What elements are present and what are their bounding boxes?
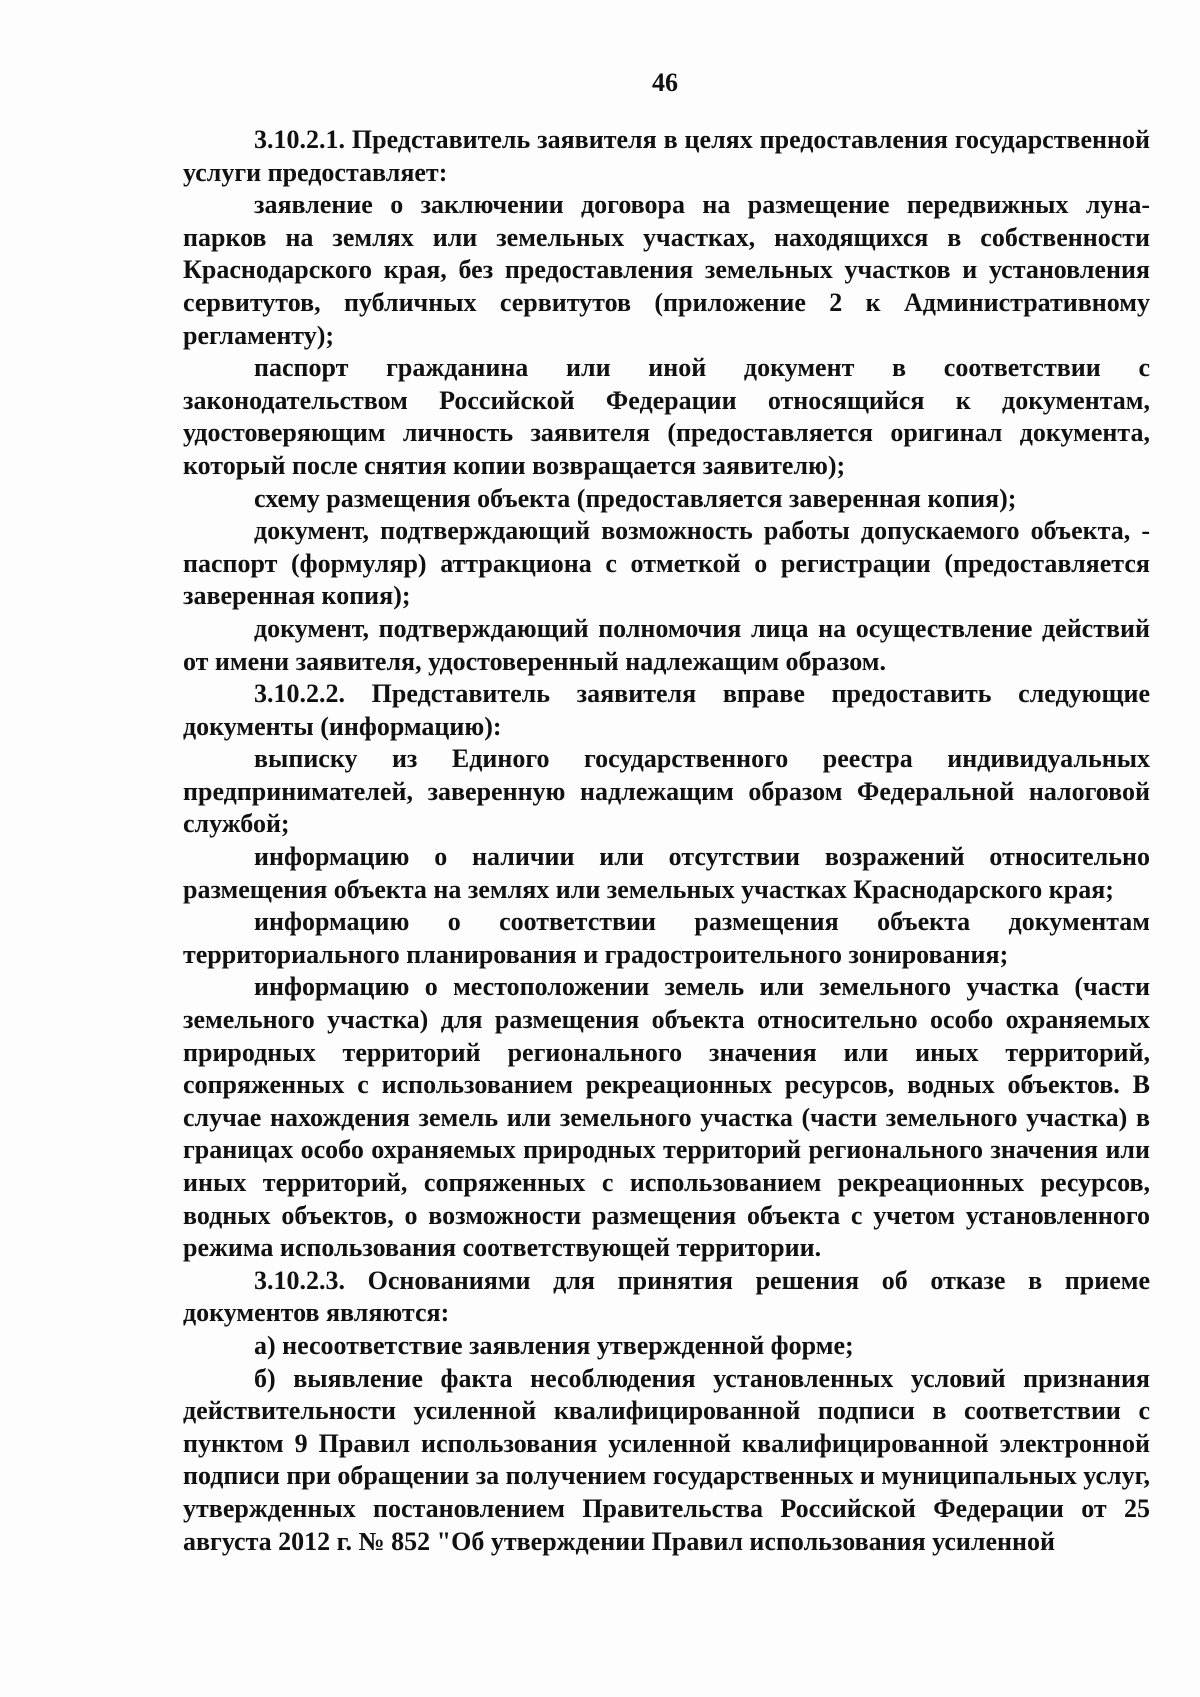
- paragraph-passport: паспорт гражданина или иной документ в соответствии с законодательством Российской Федерации относящийся к документам, удостоверяющим личность заявителя (предоставляется оригинал документа, который после снятия копии возвращается заявителю);: [183, 353, 1150, 480]
- paragraph-3-10-2-3: 3.10.2.3. Основаниями для принятия решения об отказе в приеме документов являются:: [183, 1265, 1150, 1328]
- paragraph-3-10-2-2: 3.10.2.2. Представитель заявителя вправе предоставить следующие документы (информацию):: [183, 679, 1150, 741]
- paragraph-attraction-passport: документ, подтверждающий возможность работы допускаемого объекта, - паспорт (формуляр) аттракциона с отметкой о регистрации (предоставляется заверенная копия);: [183, 516, 1150, 611]
- paragraph-item-b: б) выявление факта несоблюдения установленных условий признания действительности усиленной квалифицированной подписи в соответствии с пунктом 9 Правил использования усиленной квалифицированной электронной подписи при обращении за получением государственных и муниципальных услуг, утвержденных постановлением Правительства Российской Федерации от 25 августа 2012 г. № 852 "Об утверждении Правил использования усиленной: [183, 1363, 1150, 1556]
- paragraph-registry-extract: выписку из Единого государственного реестра индивидуальных предпринимателей, заверенную надлежащим образом Федеральной налоговой службой;: [183, 744, 1150, 839]
- paragraph-item-a: а) несоответствие заявления утвержденной форме;: [254, 1330, 854, 1360]
- paragraph-location-info: информацию о местоположении земель или земельного участка (части земельного участка) для размещения объекта относительно особо охраняемых природных территорий регионального значения или иных территорий, сопряженных с использованием рекреационных ресурсов, водных объектов. В случае нахождения земель или земельного участка (части земельного участка) в границах особо охраняемых природных территорий регионального значения или иных территорий, сопряженных с использованием рекреационных ресурсов, водных объектов, о возможности размещения объекта с учетом установленного режима использования соответствующей территории.: [183, 972, 1150, 1263]
- paragraph-placement-scheme: схему размещения объекта (предоставляется заверенная копия);: [254, 483, 1017, 513]
- body-text: [183, 124, 1150, 1558]
- paragraph-application: заявление о заключении договора на размещение передвижных луна-парков на землях или земельных участках, находящихся в собственности Краснодарского края, без предоставления земельных участков и установления сервитутов, публичных сервитутов (приложение 2 к Административному регламенту);: [183, 190, 1150, 350]
- paragraph-3-10-2-1: 3.10.2.1. Представитель заявителя в целях предоставления государственной услуги предоставляет:: [183, 125, 1150, 187]
- paragraph-objections-info: информацию о наличии или отсутствии возражений относительно размещения объекта на землях или земельных участках Краснодарского края;: [183, 842, 1150, 904]
- page-number: 46: [652, 68, 678, 97]
- paragraph-authority-document: документ, подтверждающий полномочия лица на осуществление действий от имени заявителя, удостоверенный надлежащим образом.: [183, 613, 1150, 676]
- paragraph-planning-info: информацию о соответствии размещения объекта документам территориального планирования и градостроительного зонирования;: [183, 907, 1150, 969]
